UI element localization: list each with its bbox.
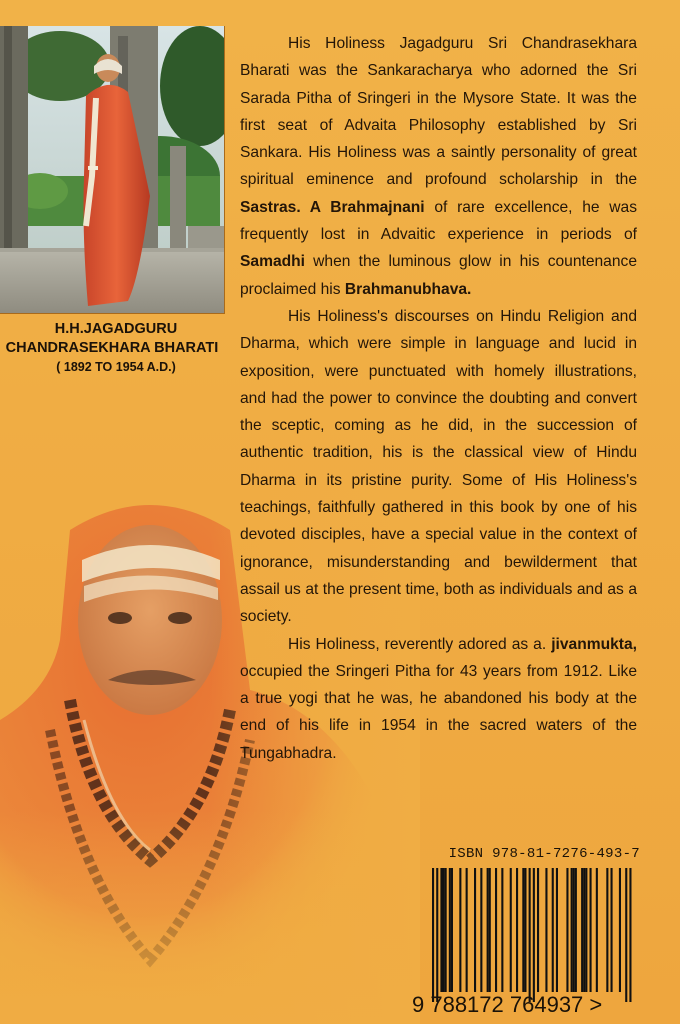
caption-years: ( 1892 TO 1954 A.D.): [56, 360, 176, 374]
barcode-bar: [432, 868, 434, 1002]
paragraph-1: [240, 30, 637, 303]
barcode-bar: [606, 868, 608, 992]
barcode-bar: [440, 868, 442, 992]
barcode-bar: [487, 868, 489, 992]
barcode-digits: 9 788172 764937 >: [412, 992, 603, 1017]
barcode-bar: [459, 868, 461, 992]
description-text: [240, 30, 637, 767]
barcode-bar: [625, 868, 627, 1002]
barcode-bar: [474, 868, 476, 992]
barcode-bar: [466, 868, 468, 992]
isbn-label: ISBN 978-81-7276-493-7: [448, 846, 640, 862]
barcode-bar: [516, 868, 518, 992]
barcode-bar: [575, 868, 577, 992]
barcode-bar: [596, 868, 598, 992]
text-run: His Holiness, reverently adored as a.: [288, 635, 552, 653]
text-run: when the luminous glow in his countenance proclaimed his: [240, 253, 637, 298]
text-run: His Holiness Jagadguru Sri Chandrasekhara Bharati was the Sankaracharya who adorned the Sri Sarada Pitha of Sringeri in the Mysore State. It was the first seat of Advaita Philosophy established by Sri Sankara. His Holiness was a saintly personality of great spiritual eminence and profound scholarship in the: [240, 35, 637, 189]
paragraph-3: [240, 631, 637, 767]
barcode-bar: [449, 868, 451, 992]
barcode-bar: [571, 868, 573, 992]
barcode-bar: [573, 868, 575, 992]
barcode-bar: [451, 868, 453, 992]
barcode-bar: [524, 868, 526, 992]
bold-term: Samadhi: [240, 253, 305, 271]
bold-term: Brahmanubhava.: [344, 280, 472, 298]
text-run: occupied the Sringeri Pitha for 43 years from 1912. Like a true yogi that he was, he abandoned his body at the end of his life in 1954 in the sacred waters of the Tungabhadra.: [240, 662, 637, 762]
text-run: of rare excellence, he was frequently lost in Advaitic experience in periods of: [240, 198, 637, 244]
bold-term: Sastras. A Brahmajnani: [240, 198, 425, 216]
barcode-bar: [629, 868, 631, 1002]
barcode-bar: [545, 868, 547, 992]
photo-caption: [0, 320, 232, 376]
barcode-bar: [445, 868, 447, 992]
barcode-bar: [489, 868, 491, 992]
barcode-bar: [611, 868, 613, 992]
barcode-bar: [533, 868, 535, 1002]
barcode-bar: [552, 868, 554, 992]
bold-term: jivanmukta,: [551, 635, 637, 653]
barcode-bar: [619, 868, 621, 992]
barcode-bar: [556, 868, 558, 992]
barcode-bar: [480, 868, 482, 992]
caption-title: H.H.JAGADGURU: [54, 321, 178, 337]
barcode-bar: [495, 868, 497, 992]
barcode-bar: [590, 868, 592, 992]
jagadguru-photo-image: [0, 26, 224, 313]
barcode-bar: [510, 868, 512, 992]
caption-name: CHANDRASEKHARA BHARATI: [5, 340, 219, 356]
barcode-bar: [537, 868, 539, 992]
barcode-bar: [529, 868, 531, 1002]
barcode-bar: [522, 868, 524, 992]
barcode-bar: [436, 868, 438, 1002]
jagadguru-photo: [0, 26, 225, 314]
barcode-bar: [583, 868, 585, 992]
barcode-bar: [585, 868, 587, 992]
barcode-bar: [501, 868, 503, 992]
paragraph-2: [240, 303, 637, 631]
text-run: His Holiness's discourses on Hindu Religion and Dharma, which were simple in language and lucid in exposition, were punctuated with homely illustrations, and had the power to convince the doubting and convert the sceptic, coming as he did, in the succession of authentic tradition, his is the classical view of Hindu Dharma in its pristine purity. Some of His Holiness's teachings, faithfully gathered in this book by one of his devoted disciples, have a special value in the context of ignorance, misunderstanding and bewilderment that assail us at the present time, both as individuals and as a society.: [240, 307, 637, 626]
barcode-bar: [581, 868, 583, 992]
barcode-bar: [443, 868, 445, 992]
barcode-bar: [566, 868, 568, 992]
